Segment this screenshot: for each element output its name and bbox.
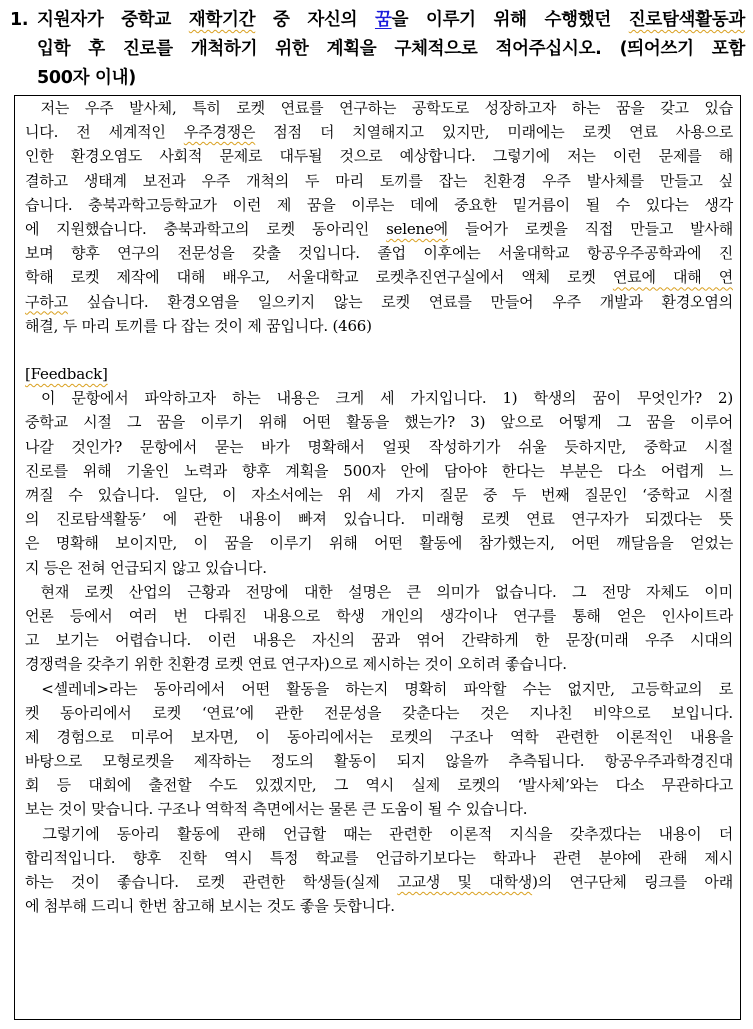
answer-content[interactable]	[25, 96, 733, 918]
text-fragment: 니다. 전 세계적인	[25, 123, 184, 142]
feedback-line	[25, 628, 733, 652]
text-fragment: 들어가 로켓을 직접 만들고 발사해	[447, 219, 733, 238]
text-fragment: 진로를 위해 기울인 노력과 향후 계획을 500자 안에 담아야 한다는 부분은 다소 어렵게 느	[25, 461, 733, 480]
text-fragment: 하는 것이 좋습니다. 로켓 관련한 학생들(실제	[25, 873, 398, 891]
answer-line	[25, 217, 733, 241]
feedback-line	[25, 749, 733, 773]
text-fragment: 결하고 생태계 보전과 우주 개척의 두 마리 토끼를 잡는 친환경 우주 발사체를 만들고 싶	[25, 171, 733, 190]
text-fragment: 합리적입니다. 향후 진학 역시 특정 학교를 언급하기보다는 학과나 관련 분야에 관해 제시	[25, 848, 733, 867]
question-line	[37, 35, 745, 64]
feedback-line	[25, 410, 733, 434]
answer-line	[25, 169, 733, 193]
feedback-line	[25, 652, 733, 676]
answer-line	[25, 265, 733, 289]
spellcheck-word: 연료에 대해 연	[612, 268, 733, 287]
answer-line	[25, 290, 733, 314]
feedback-line	[25, 459, 733, 483]
spellcheck-word: 재학기간	[188, 10, 256, 30]
question-fragment: 500자 이내)	[37, 68, 136, 88]
question-number: 1.	[10, 10, 29, 30]
answer-line	[25, 193, 733, 217]
answer-line	[25, 314, 733, 338]
text-fragment: 에 지원했습니다. 충북과학고의 로켓 동아리인	[25, 219, 387, 238]
text-fragment: <셀레네>라는 동아리에서 어떤 활동을 하는지 명확히 파악할 수는 없지만, 고등학교의 로	[25, 679, 733, 698]
answer-essay	[25, 96, 733, 338]
text-fragment: 보며 향후 연구의 전문성을 갖출 것입니다. 졸업 이후에는 서울대학교 항공우주공학과에 진	[25, 244, 733, 263]
text-fragment: 현재 로켓 산업의 근황과 전망에 대한 설명은 큰 의미가 없습니다. 그 전망 자체도 이미	[25, 582, 733, 601]
answer-line	[25, 96, 733, 120]
feedback-line	[25, 894, 733, 918]
question-line	[37, 6, 745, 35]
text-fragment: 싶습니다. 환경오염을 일으키지 않는 로켓 연료를 만들어 우주 개발과 환경오염의	[67, 292, 733, 311]
question-fragment: 중 자신의	[255, 10, 375, 30]
feedback-line	[25, 386, 733, 410]
text-fragment: 제 경험으로 미루어 보자면, 이 동아리에서는 로켓의 구조나 역학 관련한 이론적인 내용을	[25, 727, 733, 746]
text-fragment: 언론 등에서 여러 번 다뤄진 내용으로 학생 개인의 생각이나 연구를 통해 얻은 인사이트라	[25, 606, 733, 625]
feedback-line	[25, 483, 733, 507]
text-fragment: 점점 더 치열해지고 있지만, 미래에는 로켓 연료 사용으로	[255, 123, 733, 142]
question-fragment: 을 이루기 위해 수행했던	[391, 10, 629, 30]
text-fragment: 나갈 것인가? 문항에서 묻는 바가 명확해서 얼핏 작성하기가 쉬울 듯하지만, 중학교 시절	[25, 437, 733, 456]
feedback-line	[25, 435, 733, 459]
text-fragment: 에 첨부해 드리니 한번 참고해 보시는 것도 좋을 듯합니다.	[25, 897, 395, 916]
feedback-line	[25, 507, 733, 531]
feedback-line	[25, 773, 733, 797]
question-text	[37, 6, 745, 93]
text-fragment: 켓 동아리에서 로켓 ‘연료’에 관한 전문성을 갖춘다는 것은 지나친 비약으로 보입니다.	[25, 703, 733, 722]
text-fragment: 의 진로탐색활동’ 에 관한 내용이 빠져 있습니다. 미래형 로켓 연료 연구자가 되겠다는 뜻	[25, 510, 733, 529]
answer-line	[25, 144, 733, 168]
text-fragment: 고 보기는 어렵습니다. 이런 내용은 자신의 꿈과 엮어 간략하게 한 문장(미래 우주 시대의	[25, 631, 733, 650]
text-fragment: 지 등은 전혀 언급되지 않고 있습니다.	[25, 558, 267, 577]
hyperlink-word[interactable]: 꿈	[374, 10, 392, 30]
spellcheck-word: selene에	[386, 219, 448, 238]
feedback-line	[25, 556, 733, 580]
text-fragment: 보는 것이 맞습니다. 구조나 역학적 측면에서는 물론 큰 도움이 될 수 있습니다.	[25, 800, 528, 819]
question-fragment: 입학 후 진로를 개척하기 위한 계획을 구체적으로 적어주십시오. (띄어쓰기 포함	[37, 39, 745, 59]
text-fragment: 경쟁력을 갖추기 위한 친환경 로켓 연료 연구자)으로 제시하는 것이 오히려 좋습니다.	[25, 655, 567, 674]
feedback-line	[25, 701, 733, 725]
feedback-label: [Feedback]	[25, 365, 108, 384]
spellcheck-word: 고교생 및 대학생	[397, 873, 533, 891]
text-fragment: 은 명확해 보이지만, 이 꿈을 이루기 위해 어떤 활동에 참가했는지, 어떤 깨달음을 얻었는	[25, 534, 733, 553]
spellcheck-word: 구하고	[25, 292, 68, 311]
question-fragment: 지원자가 중학교	[37, 10, 189, 30]
question-heading	[10, 6, 745, 93]
feedback-line	[25, 580, 733, 604]
text-fragment: 껴질 수 있습니다. 일단, 이 자소서에는 위 세 가지 질문 중 두 번째 질문인 ‘중학교 시절	[25, 486, 733, 504]
answer-line	[25, 241, 733, 265]
text-fragment: 중학교 시절 그 꿈을 이루기 위해 어떤 활동을 했는가? 3) 앞으로 어떻게 그 꿈을 이루어	[25, 413, 733, 432]
text-fragment: 해결, 두 마리 토끼를 다 잡는 것이 제 꿈입니다. (466)	[25, 316, 372, 335]
spellcheck-word: 우주경쟁은	[183, 123, 256, 142]
feedback-line	[25, 531, 733, 555]
spellcheck-word: 진로탐색활동과	[628, 10, 745, 30]
question-line	[37, 64, 745, 93]
blank-line	[25, 338, 733, 362]
feedback-line	[25, 797, 733, 821]
text-fragment: 바탕으로 모형로켓을 제작하는 정도의 활동이 되지 않을까 추측됩니다. 항공우주과학경진대	[25, 752, 733, 771]
feedback-line	[25, 822, 733, 846]
text-fragment: 이 문항에서 파악하고자 하는 내용은 크게 세 가지입니다. 1) 학생의 꿈이 무엇인가? 2)	[25, 389, 733, 408]
answer-line	[25, 120, 733, 144]
feedback-line	[25, 604, 733, 628]
feedback-line	[25, 846, 733, 870]
text-fragment: 학해 로켓 제작에 대해 배우고, 서울대학교 로켓추진연구실에서 액체 로켓	[25, 268, 613, 287]
text-fragment: 습니다. 충북과학고등학교가 이런 제 꿈을 이루는 데에 중요한 밑거름이 될 수 있다는 생각	[25, 195, 733, 214]
feedback-line	[25, 725, 733, 749]
text-fragment: 저는 우주 발사체, 특히 로켓 연료를 연구하는 공학도로 성장하고자 하는 꿈을 갖고 있습	[25, 99, 733, 117]
feedback-text	[25, 386, 733, 918]
feedback-line	[25, 870, 733, 894]
text-fragment: )의 연구단체 링크를 아래	[532, 873, 733, 891]
feedback-line	[25, 677, 733, 701]
text-fragment: 그렇기에 동아리 활동에 관해 언급할 때는 관련한 이론적 지식을 갖추겠다는 내용이 더	[25, 824, 733, 843]
text-fragment: 회 등 대회에 출전할 수도 있겠지만, 그 역시 실제 로켓의 ‘발사체’와는 다소 무관하다고	[25, 776, 733, 795]
text-fragment: 인한 환경오염도 사회적 문제로 대두될 것으로 예상합니다. 그렇기에 저는 이런 문제를 해	[25, 147, 733, 166]
